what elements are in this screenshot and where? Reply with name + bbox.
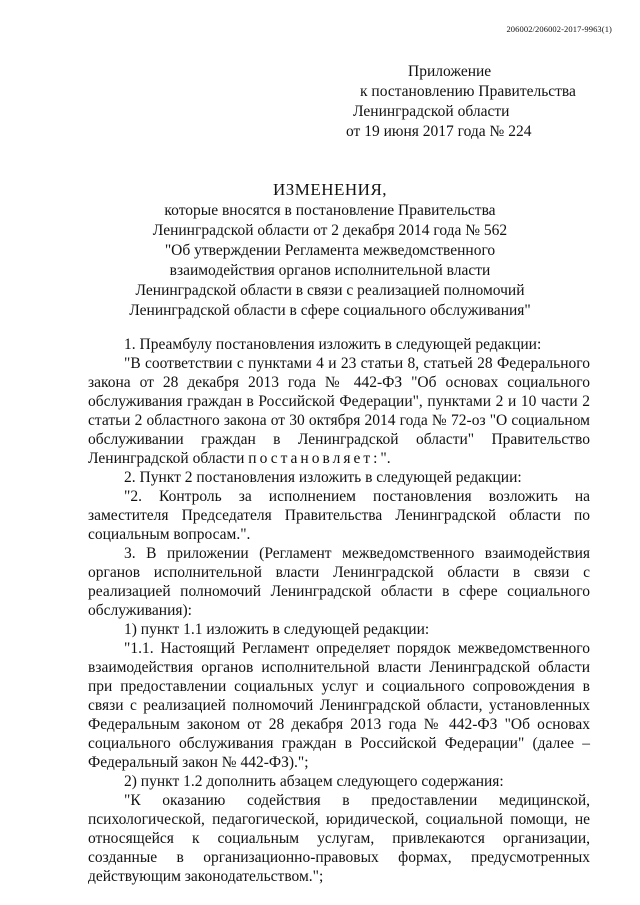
heading-line-2: Ленинградской области от 2 декабря 2014 года № 562 <box>152 222 508 239</box>
paragraph-4: "2. Контроль за исполнением постановления возложить на заместителя Председателя Правительства Ленинградской области по социальным вопросам.". <box>88 488 590 543</box>
heading-line-5: Ленинградской области в связи с реализацией полномочий <box>135 282 525 299</box>
paragraph-6: 1) пункт 1.1 изложить в следующей редакции: <box>124 621 430 638</box>
document-heading <box>70 180 590 321</box>
appendix-block <box>328 62 608 142</box>
paragraph-3: 2. Пункт 2 постановления изложить в следующей редакции: <box>124 469 522 486</box>
heading-line-6: Ленинградской области в сфере социального обслуживания" <box>129 302 531 319</box>
paragraph-5: 3. В приложении (Регламент межведомственного взаимодействия органов исполнительной власти Ленинградской области в связи с реализацией полномочий Ленинградской области в сфере социального обслуживания): <box>88 545 590 619</box>
paragraph-9: "К оказанию содействия в предоставлении медицинской, психологической, педагогической, юридической, социальной помощи, не относящейся к социальным услугам, привлекаются организации, созданные в организационно-правовых формах, предусмотренных действующим законодательством."; <box>88 792 590 885</box>
appendix-line-3: Ленинградской области <box>353 103 510 120</box>
appendix-line-4: от 19 июня 2017 года № 224 <box>346 123 532 140</box>
paragraph-2-text: "В соответствии с пунктами 4 и 23 статьи 8, статьей 28 Федерального закона от 28 декабря 2013 года № 442-ФЗ "Об основах социального обслуживания граждан в Российской Федерации", пунктами 2 и 10 части 2 статьи 2 областного закона от 30 октября 2014 года № 72-оз "О социальном обслуживании граждан в Ленинградской области" Правительство Ленинградской области <box>88 355 590 467</box>
appendix-line-1: Приложение <box>408 63 492 80</box>
paragraph-1: 1. Преамбулу постановления изложить в следующей редакции: <box>124 336 542 353</box>
heading-line-4: взаимодействия органов исполнительной власти <box>169 262 491 279</box>
paragraph-2-end: ". <box>380 450 391 467</box>
paragraph-7: "1.1. Настоящий Регламент определяет порядок межведомственного взаимодействия органов исполнительной власти Ленинградской области при предоставлении социальных услуг и социального сопровождения в связи с реализацией полномочий Ленинградской области, установленных Федеральным законом от 28 декабря 2013 года № 442-ФЗ "Об основах социального обслуживания граждан в Российской Федерации" (далее – Федеральный закон № 442-ФЗ)."; <box>88 640 590 771</box>
heading-line-1: которые вносятся в постановление Правительства <box>164 202 496 219</box>
heading-line-3: "Об утверждении Регламента межведомственного <box>164 242 496 259</box>
paragraph-2 <box>88 354 590 468</box>
document-number: 206002/206002-2017-9963(1) <box>506 24 612 34</box>
paragraph-2-spaced-word: постановляет: <box>248 450 381 467</box>
paragraph-8: 2) пункт 1.2 дополнить абзацем следующего содержания: <box>124 773 504 790</box>
appendix-line-2: к постановлению Правительства <box>360 83 576 100</box>
heading-title: ИЗМЕНЕНИЯ, <box>272 180 388 199</box>
document-body <box>88 335 590 886</box>
